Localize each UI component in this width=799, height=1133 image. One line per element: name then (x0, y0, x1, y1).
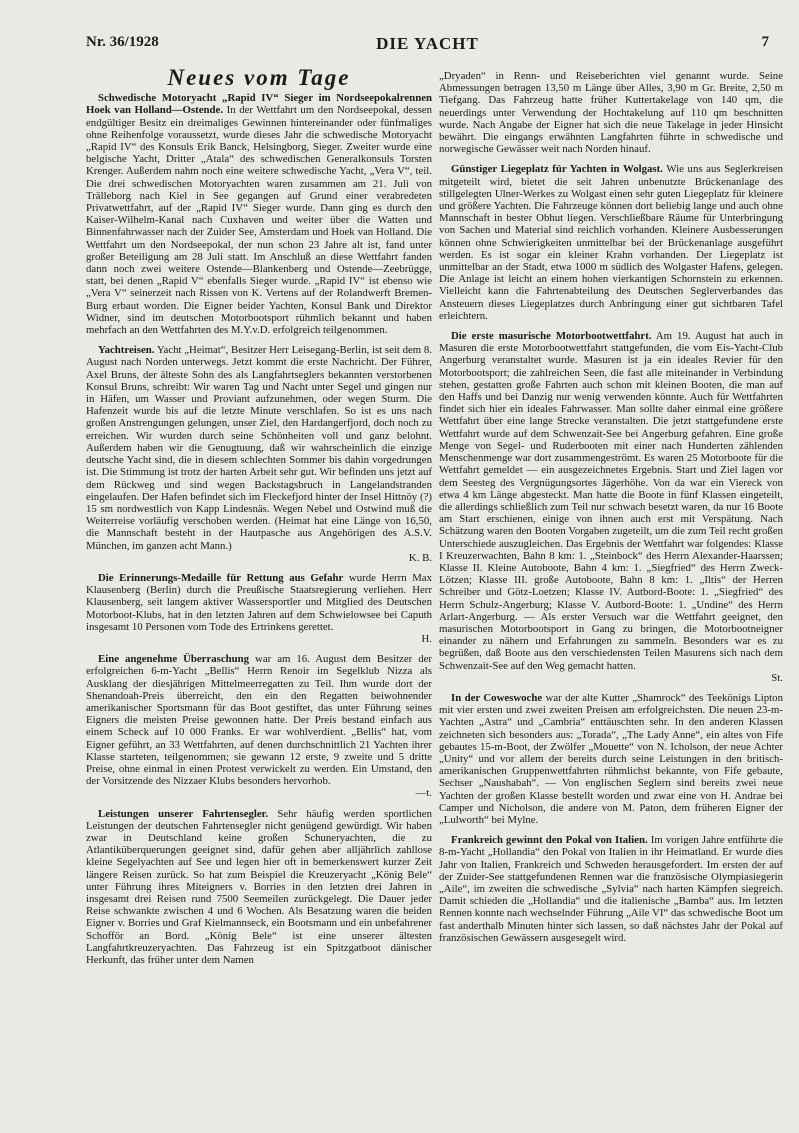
article-body: In der Wettfahrt um den Nordseepokal, dessen endgültiger Besitz ein dreimaliges Gewinnen hintereinander oder fünfmaliges ohne Reihenfolge voraussetzt, wurde dieses Jahr die schwedische Motoryacht „Rapid IV“ des Konsuls Erik Banck, Helsingborg, Sieger. Zweiter wurde eine belgische Yacht, Dritter „Atala“ des schwedischen Generalkonsuls Torsten Krenger. Außerdem nahm noch eine weitere schwedische Yacht, „Vera V“, teil. Die drei schwedischen Motoryachten waren zusammen am 21. Juli von Trälleborg nach Kiel in See gegangen auf Grund einer verabredeten Privatwettfahrt, auf der „Rapid IV“ Sieger wurde. Dann ging es durch den Kaiser-Wilhelm-Kanal nach Cuxhaven und weiter über die Watten und Binnenfahrwasser nach der Zuider See, Amsterdam und Hoek van Holland. Die Wettfahrt um den Nordseepokal, der nun schon 23 Jahre alt ist, fand unter großer Beteiligung am 28 Juli statt. Im Anschluß an diese Wettfahrt fanden dann noch zwei weitere Ostende—Blankenberg und Ostende—Zeebrügge, statt, bei denen „Rapid V“ ebenfalls Sieger wurde. „Rapid IV“ ist ebenso wie „Vera V“ seinerzeit nach Rissen von K. Vertens auf der Rolandwerft Bremen-Burg erbaut worden. Die Eigner beider Yachten, Konsul Bank und Direktor Widner, sind im deutschen Motorbootsport rühmlich bekannt und haben mehrfach an den Wettfahrten des M.Y.v.D. erfolgreich teilgenommen. (86, 104, 432, 337)
article-wolgast (439, 163, 783, 322)
article-body: Yacht „Heimat“, Besitzer Herr Leisegang-Berlin, ist seit dem 8. August nach Norden unterwegs. Jetzt kommt die erste Nachricht. Der Führer, Axel Bruns, der älteste Sohn des als Langfahrtseglers bekannten verstorbenen Konsul Bruns, schreibt: Wir waren Tag und Nacht unter Segel und gingen nur in Häfen, um Wasser und Proviant aufzunehmen, oder wegen Sturm. Die Hafenzeit wurde bis auf die letzte Minute verschlafen. So ist es uns nach großen Anstrengungen gelungen, unser Ziel, den Hardangerfjord, doch noch zu erreichen. Wir wurden durch seine Schönheiten voll und ganz belohnt. Außerdem haben wir die Genugtuung, daß wir wahrscheinlich die einzige deutsche Yacht sind, die in diesem schlechten Sommer bis dahin vorgedrungen ist. Die Stimmung ist trotz der harten Arbeit sehr gut. Wir befinden uns jetzt auf dem Rückweg und sind wegen Backstagsbruch in Langelandstranden eingelaufen. Der Hafen befindet sich im Fleckefjord hinter der Insel Hittnöy (?) 15 sm nordwestlich von Kapp Lindesnäs. Wegen Nebel und Ostwind muß die Weiterreise vorläufig verschoben werden. (Heimat hat eine Länge von 16,50, die Mannschaft besteht in der Hautpasche aus Angehörigen des A.S.V. München, im ganzen acht Mann.) (86, 344, 432, 552)
article-headline: Schwedische Motoryacht „Rapid IV“ Sieger im Nordseepokalrennen Hoek van Holland—Ostende. (86, 92, 432, 117)
article-headline: Günstiger Liegeplatz für Yachten in Wolgast. (451, 163, 663, 176)
article-rapid-iv (86, 92, 432, 336)
article-body: war der alte Kutter „Shamrock“ des Teekönigs Lipton mit vier ersten und zwei zweiten Preisen am erfolgreichsten. Die neuen 23-m-Yachten „Astra“ und „Cambria“ enttäuschten sehr. In den anderen Klassen zeichneten sich besonders aus: „Torada“, „The Lady Anne“, ein altes von Fife gebautes 15-m-Boot, der Zwölfer „Mouette“ von N. Icholson, der neue Achter „Unity“ und vor allem der bereits durch seine Leistungen in den britisch-amerikanischen Gruppenwettfahrten rühmlichst bekannte, von Fife gebaute, Sechser „Naushabah“. — Von englischen Seglern sind bereits zwei neue Yachten der großen Klasse bestellt worden und zwar eine von H. Andrae bei Camper und Nicholson, die andere von M. Paton, dem früheren Eigner der „Lulworth“ bei Mylne. (439, 691, 783, 826)
article-fahrtensegler (86, 808, 432, 967)
article-headline: Frankreich gewinnt den Pokal von Italien. (451, 834, 648, 847)
article-ueberraschung (86, 653, 432, 799)
article-body: war am 16. August dem Besitzer der erfolgreichen 6-m-Yacht „Bellis“ Herrn Renoir im Segelklub Nizza als Ausklang der diesjährigen Mittelmeerregatten zu Teil. Ihm wurde dort der Shenandoah-Preis überreicht, den ein den Regatten beiwohnender amerikanischer Sportsmann für das Boot gestiftet, das unter Führung seines Eigners die meisten Preise gewonnen hatte. Der Preis bestand einfach aus einem Scheck auf 10 000 Franks. Er war wohlverdient. „Bellis“ hat, vom Eigner geführt, an 33 Wettfahrten, auf denen durchschnittlich 21 Yachten ihrer Klasse starteten, teilgenommen; sie gewann 12 erste, 9 zweite und 5 dritte Preise, ohne einmal in einen Protest verwickelt zu werden. Ein Umstand, den der Vorsitzende des Nizzaer Klubs besonders hervorhob. (86, 653, 433, 788)
article-body: „Dryaden“ in Renn- und Reiseberichten viel genannt wurde. Seine Abmessungen betragen 13,50 m Länge über Alles, 3,90 m Gr. Breite, 2,50 m Tiefgang. Das Fahrzeug hatte früher Kuttertakelage von 140 qm, die neuerdings unter Verwendung der Hochtakelung auf 110 qm beschnitten wurde. Nach Angabe der Eigner hat sich die neue Takelage in jeder Hinsicht bewährt. Die eingangs erwähnten Langfahrten führte in schwedische und norwegische Gewässer weit nach Norden hinauf. (439, 70, 783, 156)
article-signature: —t. (415, 787, 432, 800)
article-headline: In der Coweswoche (451, 691, 543, 704)
article-signature: St. (771, 671, 783, 684)
article-headline: Die erste masurische Motorbootwettfahrt. (451, 330, 652, 343)
article-signature: H. (421, 632, 432, 645)
article-medaille (86, 572, 432, 645)
article-yachtreisen (86, 344, 432, 564)
article-masurische (439, 330, 783, 684)
issue-number: Nr. 36/1928 (86, 34, 159, 50)
article-body: Wie uns aus Seglerkreisen mitgeteilt wird, bietet die seit Jahren unbenutzte Brückenanlage des stillgelegten Ulner-Werkes zu Wolgast einen sehr guten Liegeplatz für kleinere und größere Yachten. Die Fahrzeuge können dort beliebig lange und auch ohne Mannschaft in bester Obhut liegen. Verschließbare Räume für Unterbringung von Sachen und Material sind reichlich vorhanden. Kleinere Ausbesserungen können ohne Schwierigkeiten unmittelbar bei der Brückenanlage ausgeführt werden. Es ist sogar ein kleiner Krahn vorhanden. Der Liegeplatz ist unmittelbar an der Stadt, etwa 1000 m südlich des Wolgaster Hafens, gelegen. Die Anlage ist leicht an einem hohen vierkantigen Schornstein zu erkennen. Vielleicht kann die Fahrtenabteilung des Deutschen Seglerverbandes das Ansteuern dieses Liegeplatzes durch Anbringung einer gut sichtbaren Tafel erleichtern. (439, 163, 783, 322)
page-number: 7 (761, 34, 769, 50)
right-column (439, 70, 783, 952)
article-body: wurde Herrn Max Klausenberg (Berlin) durch die Preußische Staatsregierung verliehen. Herr Klausenberg, seit langem aktiver Wassersportler und Mitglied des Deutschen Motorboot-Klubs, hat in den letzten Jahren auf dem Schwielowsee bei Caputh insgesamt 10 Personen vom Tode des Ertrinkens gerettet. (86, 571, 432, 633)
article-signature: K. B. (408, 551, 432, 564)
article-headline: Eine angenehme Überraschung (98, 653, 250, 666)
article-body: Am 19. August hat auch in Masuren die erste Motorbootwettfahrt stattgefunden, die vom Eis-Yacht-Club Angerburg veranstaltet wurde. Masuren ist ja ein ideales Revier für den Motorbootsport; die zahlreichen Seen, die fast alle miteinander in Verbindung stehen, gestatten große Fahrten auch schon mit kleinen Booten, die man auf den Haffs und bei Danzig nur wenig verwenden könnte. Auch für Wettfahrten findet sich hier ein ideales Fahrwasser. Man sollte daher einmal eine größere Wettfahrt über eine lange Strecke veranstalten. Die jetzt stattgefundene erste Wettfahrt wurde auf dem Schwenzait-See bei Angerburg gefahren. Eine große Menge von Segel- und Ruderbooten mit einer nach Hunderten zählenden Menschenmenge war dort zusammengeströmt. Es waren 25 Motorboote für die Wettfahrt gemeldet — ein ausgezeichnetes Ergebnis. Start und Ziel lagen vor dem Seesteg des Vergnügungsortes Jägerhöhe. Von da war ein Viereck von etwa 4 km Länge abgesteckt. Man hatte die Boote in fünf Klassen eingeteilt, die allerdings schließlich zum Teil nur schwach besetzt waren, da nur 16 Boote am Start erschienen, einige von ihnen auch erst mit Verspätung. Nach Schätzung waren den Booten Vorgaben zugeteilt, um die zum Teil recht großen Unterschiede auszugleichen. Das Ergebnis der Wettfahrt war folgendes: Klasse I Kreuzerwachten, Bahn 8 km: 1. „Steinbock“ des Herrn Alexander-Haarssen; Klasse II. Kleine Autoboote, Bahn 4 km: 1. „Siegfried“ des Herrn Zweck-Lötzen; Klasse III. große Autoboote, Bahn 8 km: 1. „Iltis“ der Herren Schreiber und Götz-Loetzen; Klasse IV. Autbord-Boote: 1. „Siegfried“ des Herrn Schulz-Angerburg; Klasse V. Autbord-Boote: 1. „Undine“ des Herrn Arlart-Angerburg. — Als erster Versuch war die Wettfahrt geeignet, den masurischen Motorbootsport in Gang zu bringen, die Motorbootneigner einander zu nähern und Erfahrungen zu sammeln. Besonders war es zu begrüßen, daß Boote aus den verschiedensten Teilen Masurens sich nach dem Schwenzait-See auf den Weg gemacht hatten. (439, 330, 783, 672)
article-body: Sehr häufig werden sportlichen Leistungen der deutschen Fahrtensegler nicht genügend gewürdigt. Wir haben zwar in Deutschland keine großen Schuneryachten, die zu Atlantiküberquerungen geeignet sind, dafür gehen aber alljährlich zahllose kleine Segelyachten auf See und legen hier oft in bemerkenswert kurzer Zeit längere Reisen zurück. So hat zum Beispiel die Kreuzeryacht „König Bele“ unter Führung ihres Miteigners v. Borries in den letzten drei Jahren in insgesamt drei Reisen rund 7500 Seemeilen zurückgelegt. Die Dauer jeder Reise schwankte zwischen 4 und 6 Wochen. Als Besatzung waren die beiden Eigner v. Borries und Graf Kielmannseck, ein Bootsmann und ein unbefahrener Schofför an Bord. „König Bele“ ist eine unserer ältesten Langfahrtkreuzeryachten. Das Fahrzeug ist ein Spitzgatboot dänischer Herkunft, das früher unter dem Namen (86, 807, 432, 967)
article-headline: Yachtreisen. (98, 344, 155, 357)
article-headline: Leistungen unserer Fahrtensegler. (98, 807, 269, 820)
article-frankreich (439, 834, 783, 944)
left-column (86, 65, 433, 974)
article-headline: Die Erinnerungs-Medaille für Rettung aus Gefahr (98, 571, 344, 584)
page-header (86, 34, 769, 56)
magazine-title: DIE YACHT (376, 34, 479, 53)
article-continuation (439, 70, 783, 155)
section-title: Neues vom Tage (167, 65, 351, 90)
article-body: Im vorigen Jahre entführte die 8-m-Yacht „Hollandia“ den Pokal von Italien in ihr Heimatland. Er wurde dies Jahr von Italien, Frankreich und Schweden herausgefordert. Im ersten der auf der Zuider-See stattgefundenen Rennen war die französische Olympiasiegerin „Aile“, im zweiten die schwedische „Sylvia“ nach harten Kämpfen siegreich. Damit schieden die „Hollandia“ und die italienische „Bamba“ aus. Im letzten Rennen konnte nach wechselnder Führung „Aile VI“ das schwedische Boot um fast anderthalb Minuten hinter sich lassen, so daß nächstes Jahr der Pokal auf französischen Gewässern ausgesegelt wird. (439, 834, 784, 944)
article-coweswoche (439, 692, 783, 826)
